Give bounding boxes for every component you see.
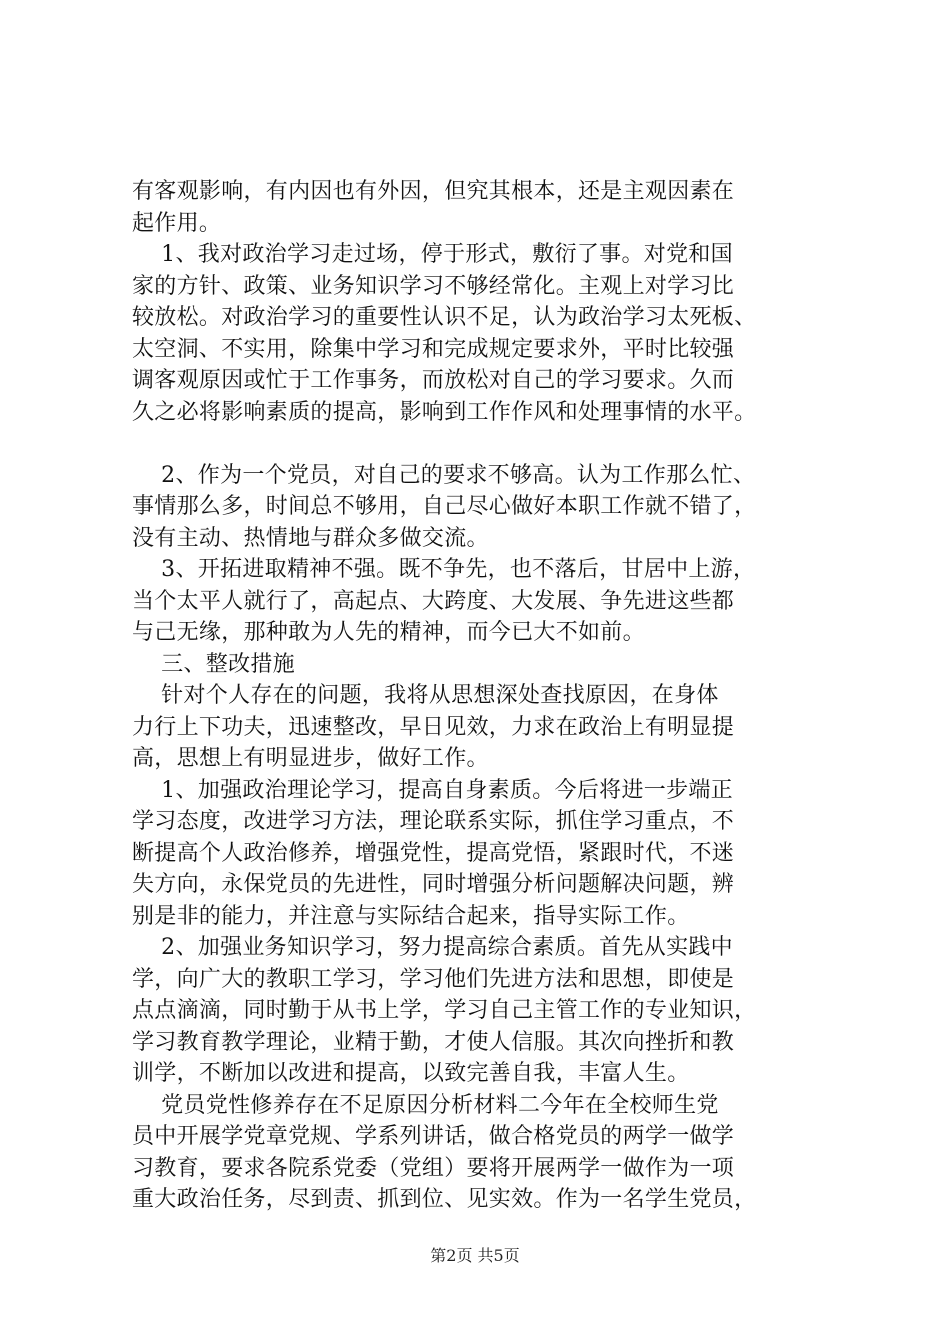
text-line: 训学，不断加以改进和提高，以致完善自我，丰富人生。 bbox=[132, 1061, 690, 1086]
text-line: 学习教育教学理论，业精于勤，才使人信服。其次向挫折和教 bbox=[132, 1029, 735, 1055]
text-line: 三、整改措施 bbox=[132, 651, 295, 677]
document-body bbox=[132, 176, 832, 1216]
text-line: 起作用。 bbox=[132, 210, 222, 236]
text-line: 力行上下功夫，迅速整改，早日见效，力求在政治上有明显提 bbox=[132, 714, 735, 740]
text-line: 点点滴滴，同时勤于从书上学，学习自己主管工作的专业知识， bbox=[132, 998, 757, 1023]
text-line: 重大政治任务，尽到责、抓到位、见实效。作为一名学生党员， bbox=[132, 1187, 757, 1212]
text-line: 事情那么多，时间总不够用，自己尽心做好本职工作就不错了， bbox=[132, 494, 757, 519]
text-line: 断提高个人政治修养，增强党性，提高党悟，紧跟时代，不迷 bbox=[132, 840, 735, 866]
text-line: 学习态度，改进学习方法，理论联系实际，抓住学习重点，不 bbox=[132, 809, 735, 834]
text-line: 高，思想上有明显进步，做好工作。 bbox=[132, 746, 489, 771]
text-line: 与己无缘，那种敢为人先的精神，而今已大不如前。 bbox=[132, 620, 645, 645]
text-line: 太空洞、不实用，除集中学习和完成规定要求外，平时比较强 bbox=[132, 336, 735, 362]
text-line: 党员党性修养存在不足原因分析材料二今年在全校师生党 bbox=[132, 1092, 719, 1118]
text-line: 3、开拓进取精神不强。既不争先，也不落后，甘居中上游， bbox=[132, 557, 756, 582]
text-line: 家的方针、政策、业务知识学习不够经常化。主观上对学习比 bbox=[132, 273, 735, 299]
text-line: 有客观影响，有内因也有外因，但究其根本，还是主观因素在 bbox=[132, 179, 735, 204]
text-line: 久之必将影响素质的提高，影响到工作作风和处理事情的水平。 bbox=[132, 399, 757, 425]
text-line: 1、加强政治理论学习，提高自身素质。今后将进一步端正 bbox=[132, 777, 733, 803]
text-line: 较放松。对政治学习的重要性认识不足，认为政治学习太死板、 bbox=[132, 305, 757, 330]
text-line: 学，向广大的教职工学习，学习他们先进方法和思想，即使是 bbox=[132, 966, 735, 992]
text-line: 没有主动、热情地与群众多做交流。 bbox=[132, 525, 489, 551]
text-line: 2、加强业务知识学习，努力提高综合素质。首先从实践中 bbox=[132, 935, 733, 960]
blank-line bbox=[132, 428, 832, 460]
text-line: 当个太平人就行了，高起点、大跨度、大发展、争先进这些都 bbox=[132, 588, 735, 614]
text-line: 针对个人存在的问题，我将从思想深处查找原因，在身体 bbox=[132, 683, 719, 708]
text-line: 习教育，要求各院系党委（党组）要将开展两学一做作为一项 bbox=[132, 1155, 735, 1181]
text-line: 1、我对政治学习走过场，停于形式，敷衍了事。对党和国 bbox=[132, 242, 733, 267]
text-line: 2、作为一个党员，对自己的要求不够高。认为工作那么忙、 bbox=[132, 462, 756, 488]
text-line: 别是非的能力，并注意与实际结合起来，指导实际工作。 bbox=[132, 903, 690, 929]
text-line: 员中开展学党章党规、学系列讲话，做合格党员的两学一做学 bbox=[132, 1124, 735, 1149]
page-footer: 第2页 共5页 bbox=[430, 1246, 520, 1265]
text-line: 失方向，永保党员的先进性，同时增强分析问题解决问题，辨 bbox=[132, 872, 735, 897]
text-line: 调客观原因或忙于工作事务，而放松对自己的学习要求。久而 bbox=[132, 368, 735, 393]
